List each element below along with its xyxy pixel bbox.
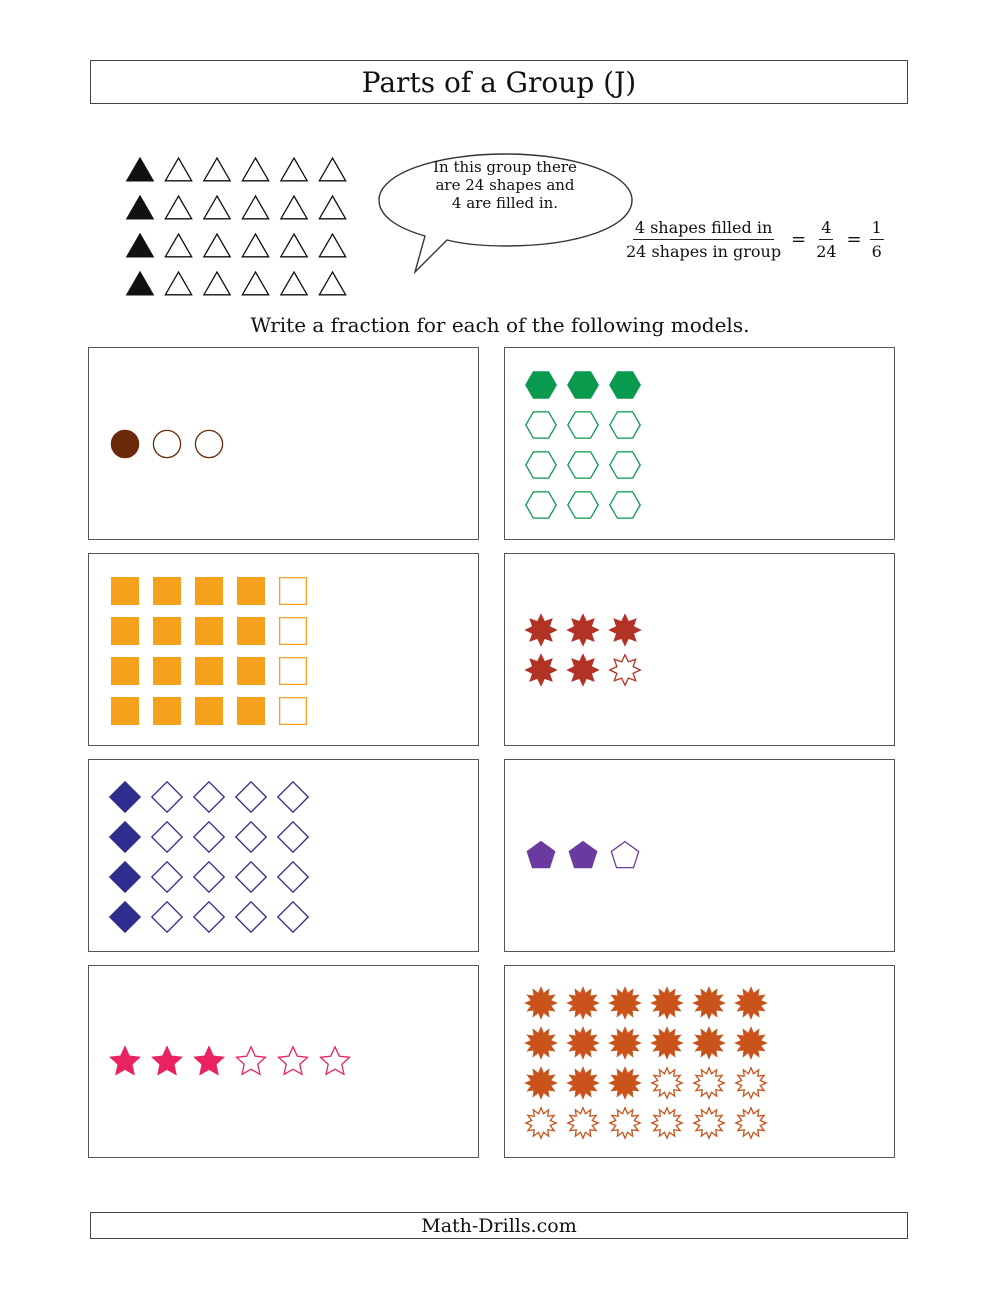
star12-empty [694,1108,724,1138]
square-filled [112,618,139,645]
diamond-empty [278,862,308,892]
triangle-empty [204,158,230,181]
example-triangle-group [120,150,360,300]
triangle-filled [127,196,153,219]
hexagon-empty [526,412,556,438]
triangle-empty [281,158,307,181]
square-empty [280,618,307,645]
hexagon-empty [568,412,598,438]
example-equation [620,218,888,261]
square-filled [238,578,265,605]
model-stars12-drawing [505,966,896,1159]
star12-empty [568,1108,598,1138]
circle-empty [153,430,180,457]
square-filled [238,618,265,645]
square-empty [280,658,307,685]
triangle-empty [281,234,307,257]
star12-empty [526,1108,556,1138]
star12-filled [652,1028,682,1058]
model-panel-1 [88,347,479,540]
instruction-text: Write a fraction for each of the following models. [250,313,750,337]
star12-empty [694,1068,724,1098]
hexagon-empty [610,452,640,478]
diamond-empty [236,822,266,852]
triangle-empty [319,272,345,295]
model-panel-3 [88,553,479,746]
word-numerator: 4 shapes filled in [633,218,774,240]
triangle-empty [165,158,191,181]
model-panel-4 [504,553,895,746]
hexagon-empty [526,492,556,518]
word-fraction [624,218,783,261]
fraction-denominator: 24 [816,242,837,261]
triangle-empty [165,196,191,219]
triangle-empty [204,234,230,257]
hexagon-empty [568,492,598,518]
diamond-empty [194,782,224,812]
square-filled [196,698,223,725]
star8-empty [610,655,640,685]
star12-filled [568,1028,598,1058]
star12-filled [526,1028,556,1058]
model-panel-7 [88,965,479,1158]
footer-text: Math-Drills.com [421,1214,577,1237]
fraction-numerator: 4 [819,218,833,240]
triangle-empty [319,196,345,219]
example-section [120,150,900,300]
square-empty [280,698,307,725]
star8-filled [610,615,640,645]
star8-filled [568,655,598,685]
square-filled [196,578,223,605]
star12-empty [736,1068,766,1098]
model-diamonds-drawing [89,760,480,953]
star12-filled [736,1028,766,1058]
diamond-empty [194,862,224,892]
square-filled [154,698,181,725]
hexagon-filled [526,372,556,398]
diamond-empty [236,902,266,932]
model-panel-8 [504,965,895,1158]
star5-filled [195,1047,224,1075]
star5-empty [279,1047,308,1075]
model-hexagons-drawing [505,348,896,541]
diamond-empty [194,822,224,852]
triangle-empty [281,196,307,219]
star5-empty [321,1047,350,1075]
diamond-empty [278,902,308,932]
bubble-line: are 24 shapes and [435,176,575,194]
star5-filled [111,1047,140,1075]
title-text: Parts of a Group (J) [361,65,637,99]
model-pentagons-drawing [505,760,896,953]
triangle-empty [242,158,268,181]
hexagon-empty [568,452,598,478]
triangle-empty [242,272,268,295]
triangle-filled [127,158,153,181]
triangle-empty [319,234,345,257]
triangle-filled [127,272,153,295]
diamond-empty [236,782,266,812]
fraction-unsimplified [814,218,838,261]
speech-bubble [375,150,635,300]
bubble-line: In this group there [433,158,577,176]
diamond-empty [278,782,308,812]
fraction-denominator: 6 [871,242,882,261]
star12-filled [652,988,682,1018]
star12-filled [694,988,724,1018]
star5-empty [237,1047,266,1075]
equals-sign: = [791,229,807,250]
triangle-empty [165,272,191,295]
fraction-numerator: 1 [870,218,884,240]
diamond-empty [152,862,182,892]
star8-filled [526,655,556,685]
square-filled [238,658,265,685]
diamond-empty [236,862,266,892]
pentagon-empty [611,842,638,868]
diamond-empty [194,902,224,932]
star12-filled [526,1068,556,1098]
square-filled [154,578,181,605]
triangle-empty [204,272,230,295]
diamond-empty [278,822,308,852]
bubble-line: 4 are filled in. [451,194,559,212]
word-denominator: 24 shapes in group [626,242,782,261]
square-filled [238,698,265,725]
hexagon-filled [568,372,598,398]
triangle-empty [165,234,191,257]
star12-empty [610,1108,640,1138]
diamond-empty [152,822,182,852]
pentagon-filled [569,842,596,868]
pentagon-filled [527,842,554,868]
diamond-filled [110,902,140,932]
triangle-empty [204,196,230,219]
star12-filled [568,988,598,1018]
model-panel-6 [504,759,895,952]
equals-sign: = [846,229,862,250]
diamond-filled [110,822,140,852]
diamond-empty [152,902,182,932]
square-filled [112,578,139,605]
model-panel-5 [88,759,479,952]
star5-filled [153,1047,182,1075]
hexagon-filled [610,372,640,398]
model-panel-2 [504,347,895,540]
hexagon-empty [610,412,640,438]
square-empty [280,578,307,605]
hexagon-empty [610,492,640,518]
diamond-filled [110,862,140,892]
star12-filled [568,1068,598,1098]
triangle-empty [281,272,307,295]
triangle-empty [319,158,345,181]
triangle-empty [242,196,268,219]
circle-filled [111,430,138,457]
diamond-empty [152,782,182,812]
star12-filled [610,1068,640,1098]
model-squares-drawing [89,554,480,747]
star12-filled [610,988,640,1018]
star12-empty [652,1108,682,1138]
star12-empty [652,1068,682,1098]
star12-filled [610,1028,640,1058]
star8-filled [526,615,556,645]
circle-empty [195,430,222,457]
square-filled [196,618,223,645]
star12-filled [736,988,766,1018]
fraction-simplified [870,218,884,261]
bubble-text [405,158,605,212]
star12-filled [694,1028,724,1058]
square-filled [154,618,181,645]
square-filled [154,658,181,685]
footer [90,1212,908,1239]
model-circles-drawing [89,348,480,541]
square-filled [196,658,223,685]
star8-filled [568,615,598,645]
model-stars5-drawing [89,966,480,1159]
square-filled [112,698,139,725]
triangle-filled [127,234,153,257]
star12-filled [526,988,556,1018]
hexagon-empty [526,452,556,478]
star12-empty [736,1108,766,1138]
diamond-filled [110,782,140,812]
model-stars8-drawing [505,554,896,747]
triangle-empty [242,234,268,257]
square-filled [112,658,139,685]
worksheet-title [90,60,908,104]
